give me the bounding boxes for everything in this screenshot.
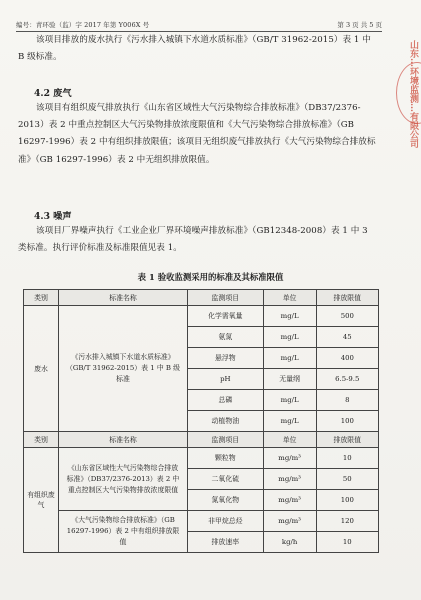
limit-cell: 45: [316, 327, 378, 348]
header-item: 监测项目: [188, 432, 264, 448]
header-unit: 单位: [263, 290, 316, 306]
header-limit: 排放限值: [316, 290, 378, 306]
table-row: [24, 306, 379, 327]
header-item: 监测项目: [188, 290, 264, 306]
table-caption: 表 1 验收监测采用的标准及其标准限值: [137, 272, 284, 282]
limit-cell: 10: [316, 532, 378, 553]
limit-cell: 100: [316, 411, 378, 432]
unit-cell: mg/m³: [263, 490, 316, 511]
limit-cell: 8: [316, 390, 378, 411]
unit-cell: mg/m³: [263, 511, 316, 532]
limit-cell: 50: [316, 469, 378, 490]
category-water: 废水: [24, 306, 59, 432]
unit-cell: kg/h: [263, 532, 316, 553]
item-cell: 悬浮物: [188, 348, 264, 369]
unit-cell: mg/L: [263, 327, 316, 348]
item-cell: pH: [188, 369, 264, 390]
unit-cell: mg/L: [263, 390, 316, 411]
category-gas: 有组织废气: [24, 448, 59, 553]
item-cell: 氨氮: [188, 327, 264, 348]
header-standard: 标准名称: [59, 432, 188, 448]
limit-cell: 100: [316, 490, 378, 511]
item-cell: 动植物油: [188, 411, 264, 432]
unit-cell: mg/L: [263, 306, 316, 327]
unit-cell: mg/m³: [263, 448, 316, 469]
limit-cell: 6.5-9.5: [316, 369, 378, 390]
standard-name-water: 《污水排入城镇下水道水质标准》（GB/T 31962-2015）表 1 中 B 级标准: [59, 306, 188, 432]
page-header: [16, 20, 382, 32]
table-row: [24, 448, 379, 469]
section-heading-noise: 4.3 噪声: [34, 211, 72, 222]
unit-cell: mg/m³: [263, 469, 316, 490]
item-cell: 排放速率: [188, 532, 264, 553]
table-header-row: [24, 432, 379, 448]
limit-cell: 10: [316, 448, 378, 469]
report-number: 编号：青环验（监）字 2017 年第 Y006X 号: [16, 21, 150, 29]
item-cell: 颗粒物: [188, 448, 264, 469]
item-cell: 总磷: [188, 390, 264, 411]
item-cell: 二氧化硫: [188, 469, 264, 490]
standard-name-gas-2: 《大气污染物综合排放标准》（GB 16297-1996）表 2 中有组织排放限值: [59, 511, 188, 553]
header-unit: 单位: [263, 432, 316, 448]
gas-standard-paragraph: 该项目有组织废气排放执行《山东省区域性大气污染物综合排放标准》（DB37/2376-2013）表 2 中重点控制区大气污染物排放浓度限值和《大气污染物综合排放标准》（GB 16297-1996）表 2 中有组织排放限值；该项目无组织废气排放执行《大气污染物综合排放标准》（GB 16297-1996）表 2 中无组织排放限值。: [18, 103, 376, 165]
limit-cell: 500: [316, 306, 378, 327]
limit-cell: 400: [316, 348, 378, 369]
item-cell: 非甲烷总烃: [188, 511, 264, 532]
header-category: 类别: [24, 290, 59, 306]
unit-cell: mg/L: [263, 411, 316, 432]
water-standard-paragraph: 该项目排放的废水执行《污水排入城镇下水道水质标准》（GB/T 31962-2015）表 1 中 B 级标准。: [18, 35, 371, 63]
standards-table: [23, 289, 379, 553]
unit-cell: mg/L: [263, 348, 316, 369]
table-row: [24, 511, 379, 532]
limit-cell: 120: [316, 511, 378, 532]
noise-standard-paragraph: 该项目厂界噪声执行《工业企业厂界环境噪声排放标准》（GB12348-2008）表 1 中 3 类标准。执行评价标准及标准限值见表 1。: [18, 226, 368, 254]
item-cell: 化学需氧量: [188, 306, 264, 327]
header-standard: 标准名称: [59, 290, 188, 306]
unit-cell: 无量纲: [263, 369, 316, 390]
page-number: 第 3 页 共 5 页: [337, 21, 382, 29]
table-header-row: [24, 290, 379, 306]
seal-text: 山东…环境监测…有限公司: [408, 40, 418, 148]
header-category: 类别: [24, 432, 59, 448]
standard-name-gas-1: 《山东省区域性大气污染物综合排放标准》（DB37/2376-2013）表 2 中重点控制区大气污染物排放浓度限值: [59, 448, 188, 511]
header-limit: 排放限值: [316, 432, 378, 448]
item-cell: 氮氧化物: [188, 490, 264, 511]
section-heading-gas: 4.2 废气: [34, 88, 72, 99]
